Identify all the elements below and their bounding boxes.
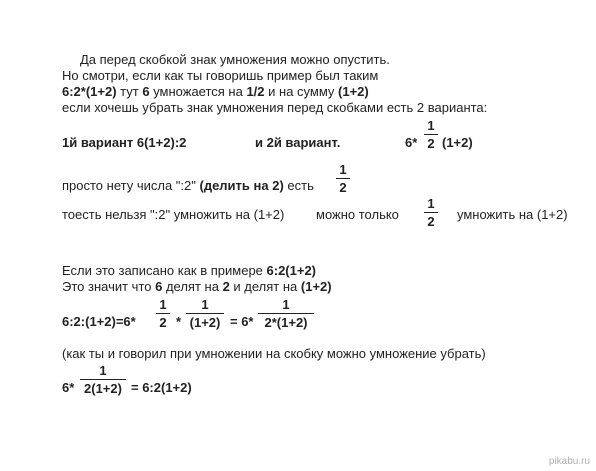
text-line: (как ты и говорил при умножении на скобку можно умножение убрать) [62, 346, 486, 361]
text-line: Если это записано как в примере 6:2(1+2) [62, 263, 317, 278]
fraction-one-half: 1 2 [156, 297, 170, 330]
text-line: Это значит что 6 делят на 2 и делят на (1+2) [62, 279, 332, 294]
text-line: если хочешь убрать знак умножения перед скобками есть 2 варианта: [62, 100, 488, 115]
fraction-one-half: 1 2 [424, 196, 438, 229]
fraction-one-half: 1 2 [336, 162, 350, 195]
multiply-sign: * [176, 314, 182, 329]
text-line: Но смотри, если как ты говоришь пример был таким [62, 68, 379, 83]
equation-middle: = 6* [230, 314, 254, 329]
variant-2-prefix: 6* [405, 135, 418, 150]
variant-2-label: и 2й вариант. [255, 135, 341, 150]
text-line: можно только [316, 207, 399, 222]
watermark: pikabu.ru [548, 456, 590, 467]
fraction-one-over-product: 1 2*(1+2) [258, 297, 314, 330]
equation-start: 6:2:(1+2)=6* [62, 314, 136, 329]
variant-1: 1й вариант 6(1+2):2 [62, 135, 187, 150]
text-line: Да перед скобкой знак умножения можно опустить. [80, 52, 390, 67]
text-line: просто нету числа ":2" (делить на 2) есть [62, 178, 314, 193]
final-result: = 6:2(1+2) [131, 380, 192, 395]
fraction-one-half: 1 2 [424, 118, 438, 151]
text-line: умножить на (1+2) [457, 207, 568, 222]
text-line: 6:2*(1+2) тут 6 умножается на 1/2 и на сумму (1+2) [62, 84, 369, 99]
variant-2-suffix: (1+2) [442, 135, 473, 150]
fraction-one-over-sum: 1 (1+2) [186, 297, 224, 330]
fraction-one-over-expression: 1 2(1+2) [80, 363, 126, 396]
final-prefix: 6* [62, 380, 75, 395]
text-line: тоесть нельзя ":2" умножить на (1+2) [62, 207, 285, 222]
